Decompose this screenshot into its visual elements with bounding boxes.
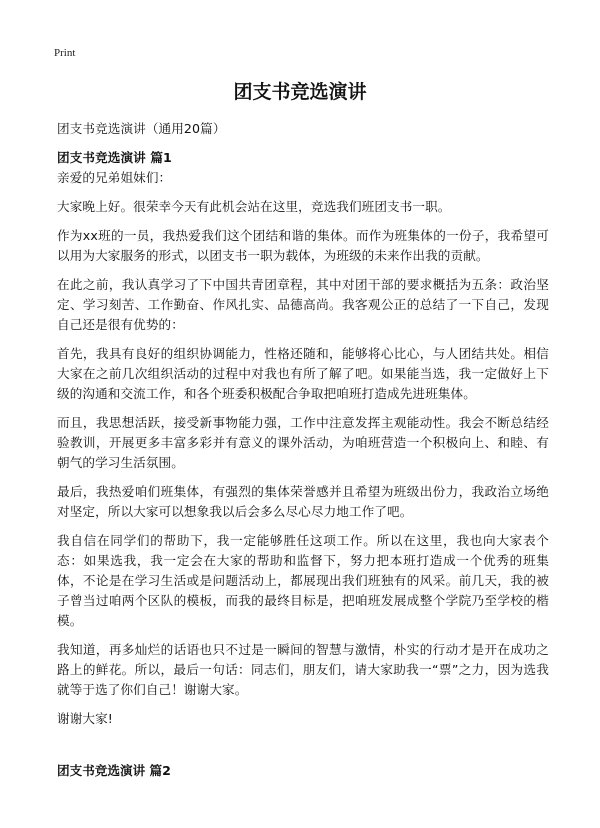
- document-body: [57, 119, 549, 738]
- page-title: 团支书竞选演讲: [233, 81, 367, 103]
- paragraph-first: 首先，我具有良好的组织协调能力，性格还随和，能够将心比心，与人团结共处。相信大家在之前几次组织活动的过程中对我也有所了解了吧。如果能当选，我一定做好上下级的沟通和交流工作，和各个班委积极配合争取把咱班打造成先进班集体。: [57, 346, 549, 401]
- section-heading-2: 团支书竞选演讲 篇2: [57, 763, 171, 778]
- paragraph-charter: 在此之前，我认真学习了下中国共青团章程，其中对团干部的要求概括为五条：政治坚定、学习刻苦、工作勤奋、作风扎实、品德高尚。我客观公正的总结了一下自己，发现自己还是很有优势的：: [57, 277, 549, 332]
- paragraph-member: 作为xx班的一员，我热爱我们这个团结和谐的集体。而作为班集体的一份子，我希望可以用为大家服务的形式，以团支书一职为载体，为班级的未来作出我的贡献。: [57, 228, 549, 263]
- paragraph-greeting: 亲爱的兄弟姐妹们：: [57, 170, 172, 185]
- paragraph-thanks: 谢谢大家!: [57, 711, 113, 726]
- paragraph-closing: 我知道，再多灿烂的话语也只不过是一瞬间的智慧与激情，朴实的行动才是开在成功之路上的鲜花。所以，最后一句话：同志们，朋友们，请大家助我一“票”之力，因为选我就等于选了你们自己！谢谢大家。: [57, 642, 549, 697]
- paragraph-intro: 大家晚上好。很荣幸今天有此机会站在这里，竞选我们班团支书一职。: [57, 199, 451, 214]
- paragraph-confidence: 我自信在同学们的帮助下，我一定能够胜任这项工作。所以在这里，我也向大家表个态：如果选我，我一定会在大家的帮助和监督下，努力把本班打造成一个优秀的班集体，不论是在学习生活或是问题活动上，都展现出我们班独有的风采。前几天，我的被子曾当过咱两个区队的模板，而我的最终目标是，把咱班发展成整个学院乃至学校的楷模。: [57, 533, 549, 628]
- document-subtitle: 团支书竞选演讲（通用20篇）: [57, 121, 226, 136]
- section-heading-1: 团支书竞选演讲 篇1: [57, 150, 172, 165]
- print-link[interactable]: Print: [54, 47, 76, 59]
- paragraph-second: 而且，我思想活跃，接受新事物能力强，工作中注意发挥主观能动性。我会不断总结经验教训，开展更多丰富多彩并有意义的课外活动，为咱班营造一个积极向上、和睦、有朝气的学习生活氛围。: [57, 415, 549, 470]
- paragraph-last: 最后，我热爱咱们班集体，有强烈的集体荣誉感并且希望为班级出份力，我政治立场绝对坚定，所以大家可以想象我以后会多么尽心尽力地工作了吧。: [57, 484, 549, 519]
